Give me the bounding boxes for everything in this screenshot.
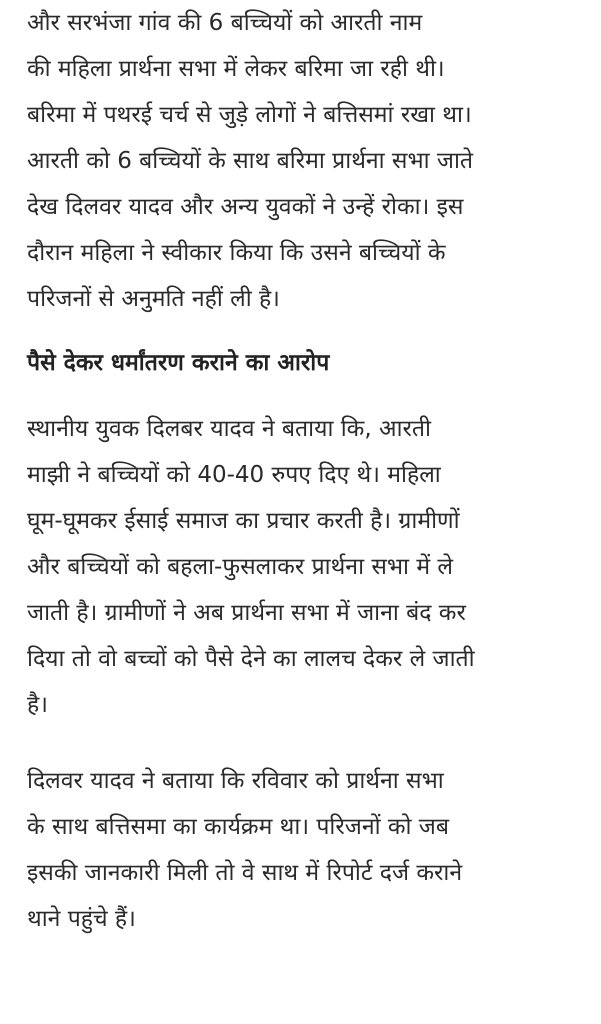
text-line: घूम-घूमकर ईसाई समाज का प्रचार करती है। ग्रामीणों [27, 508, 460, 534]
text-line: दौरान महिला ने स्वीकार किया कि उसने बच्चियों के [27, 240, 446, 266]
text-line: देख दिलवर यादव और अन्य युवकों ने उन्हें रोका। इस [27, 194, 464, 220]
text-line: परिजनों से अनुमति नहीं ली है। [27, 286, 280, 312]
text-line: के साथ बत्तिसमा का कार्यक्रम था। परिजनों को जब [27, 814, 450, 840]
text-line: दिया तो वो बच्चों को पैसे देने का लालच देकर ले जाती [27, 646, 475, 672]
text-line: है। [27, 692, 48, 718]
text-line: इसकी जानकारी मिली तो वे साथ में रिपोर्ट दर्ज कराने [27, 860, 463, 886]
paragraph-allegation [27, 406, 579, 728]
text-line: दिलवर यादव ने बताया कि रविवार को प्रार्थना सभा [27, 768, 444, 794]
text-line: माझी ने बच्चियों को 40-40 रुपए दिए थे। महिला [27, 462, 441, 488]
text-line: और बच्चियों को बहला-फुसलाकर प्रार्थना सभा में ले [27, 554, 453, 580]
section-heading: पैसे देकर धर्मांतरण कराने का आरोप [27, 350, 330, 376]
text-line: जाती है। ग्रामीणों ने अब प्रार्थना सभा में जाना बंद कर [27, 600, 466, 626]
text-line: आरती को 6 बच्चियों के साथ बरिमा प्रार्थना सभा जाते [27, 148, 474, 174]
text-line: थाने पहुंचे हैं। [27, 906, 136, 932]
paragraph-intro [27, 0, 579, 322]
text-line: स्थानीय युवक दिलबर यादव ने बताया कि, आरती [27, 416, 431, 442]
paragraph-statement [27, 758, 579, 942]
text-line: बरिमा में पथरई चर्च से जुड़े लोगों ने बत्तिसमां रखा था। [27, 102, 472, 128]
text-line: की महिला प्रार्थना सभा में लेकर बरिमा जा रही थी। [27, 56, 445, 82]
text-line: और सरभंजा गांव की 6 बच्चियों को आरती नाम [27, 10, 423, 36]
